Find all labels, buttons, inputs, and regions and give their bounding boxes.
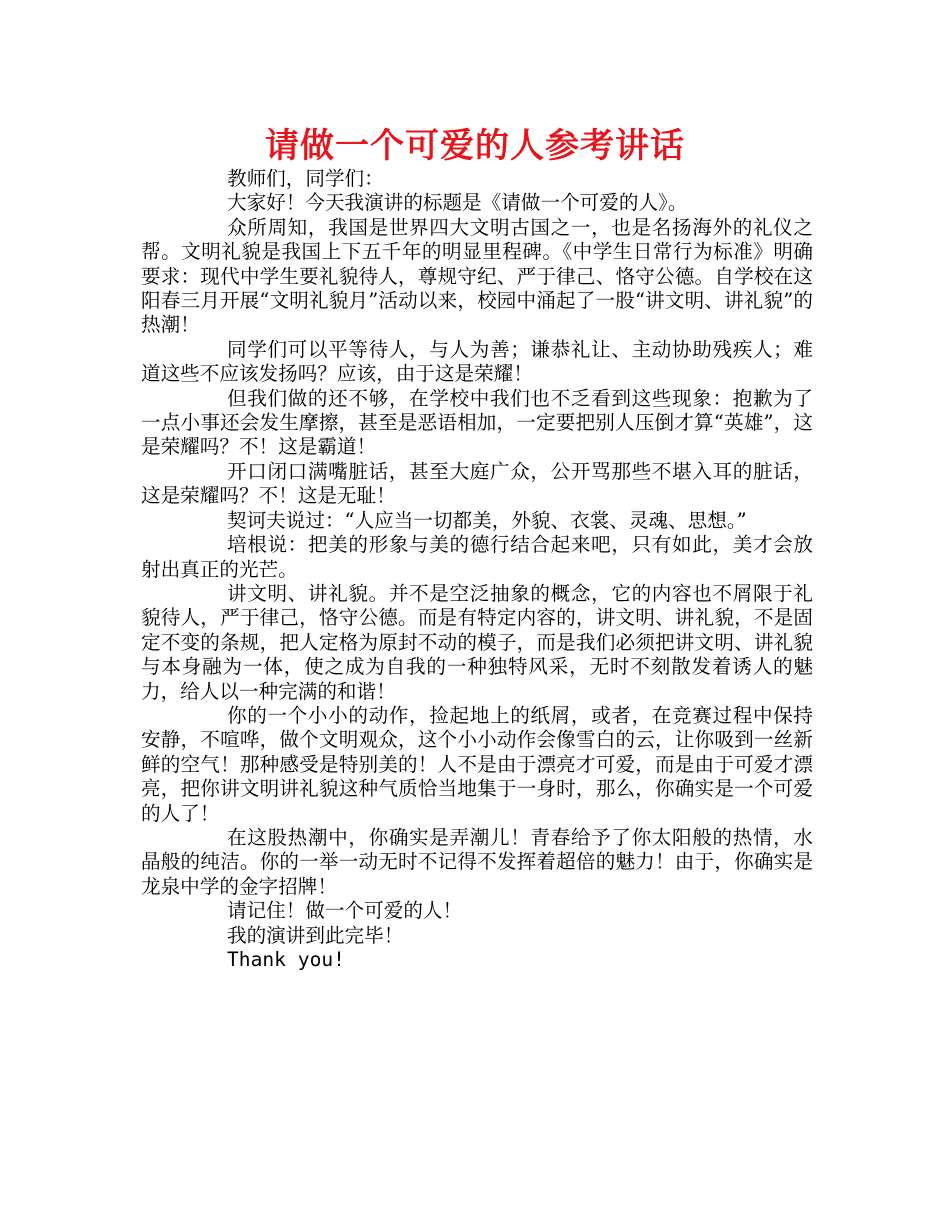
paragraph: 但我们做的还不够，在学校中我们也不乏看到这些现象：抱歉为了一点小事还会发生摩擦，甚至是恶语相加，一定要把别人压倒才算“英雄”，这是荣耀吗？不！这是霸道！ bbox=[141, 386, 813, 459]
document-body bbox=[141, 167, 813, 972]
paragraph: Thank you! bbox=[227, 948, 345, 971]
paragraph: 你的一个小小的动作，捡起地上的纸屑，或者，在竞赛过程中保持安静，不喧哗，做个文明观众，这个小小动作会像雪白的云，让你吸到一丝新鲜的空气！那种感受是特别美的！人不是由于漂亮才可爱，而是由于可爱才漂亮，把你讲文明讲礼貌这种气质恰当地集于一身时，那么，你确实是一个可爱的人了！ bbox=[141, 703, 813, 825]
paragraph: 在这股热潮中，你确实是弄潮儿！青春给予了你太阳般的热情，水晶般的纯洁。你的一举一动无时不记得不发挥着超倍的魅力！由于，你确实是龙泉中学的金字招牌！ bbox=[141, 825, 813, 898]
paragraph: 我的演讲到此完毕！ bbox=[227, 923, 404, 947]
paragraph: 请记住！做一个可爱的人！ bbox=[227, 899, 463, 923]
paragraph: 讲文明、讲礼貌。并不是空泛抽象的概念，它的内容也不屑限于礼貌待人，严于律己，恪守公德。而是有特定内容的，讲文明、讲礼貌，不是固定不变的条规，把人定格为原封不动的模子，而是我们必须把讲文明、讲礼貌与本身融为一体，使之成为自我的一种独特风采，无时不刻散发着诱人的魅力，给人以一种完满的和谐！ bbox=[141, 581, 813, 703]
paragraph: 大家好！今天我演讲的标题是《请做一个可爱的人》。 bbox=[227, 191, 688, 215]
paragraph: 同学们可以平等待人，与人为善；谦恭礼让、主动协助残疾人；难道这些不应该发扬吗？应该，由于这是荣耀！ bbox=[141, 337, 813, 386]
paragraph: 开口闭口满嘴脏话，甚至大庭广众，公开骂那些不堪入耳的脏话，这是荣耀吗？不！这是无耻！ bbox=[141, 459, 813, 508]
paragraph: 教师们，同学们： bbox=[227, 167, 384, 190]
paragraph: 众所周知，我国是世界四大文明古国之一，也是名扬海外的礼仪之帮。文明礼貌是我国上下五千年的明显里程碑。《中学生日常行为标准》明确要求：现代中学生要礼貌待人，尊规守纪、严于律己、恪守公德。自学校在这阳春三月开展“文明礼貌月”活动以来，校园中涌起了一股“讲文明、讲礼貌”的热潮！ bbox=[141, 215, 813, 337]
paragraph: 契诃夫说过：“人应当一切都美，外貌、衣裳、灵魂、思想。” bbox=[227, 508, 747, 532]
document-title: 请做一个可爱的人参考讲话 bbox=[265, 126, 685, 166]
paragraph: 培根说：把美的形象与美的德行结合起来吧，只有如此，美才会放射出真正的光芒。 bbox=[141, 533, 813, 581]
